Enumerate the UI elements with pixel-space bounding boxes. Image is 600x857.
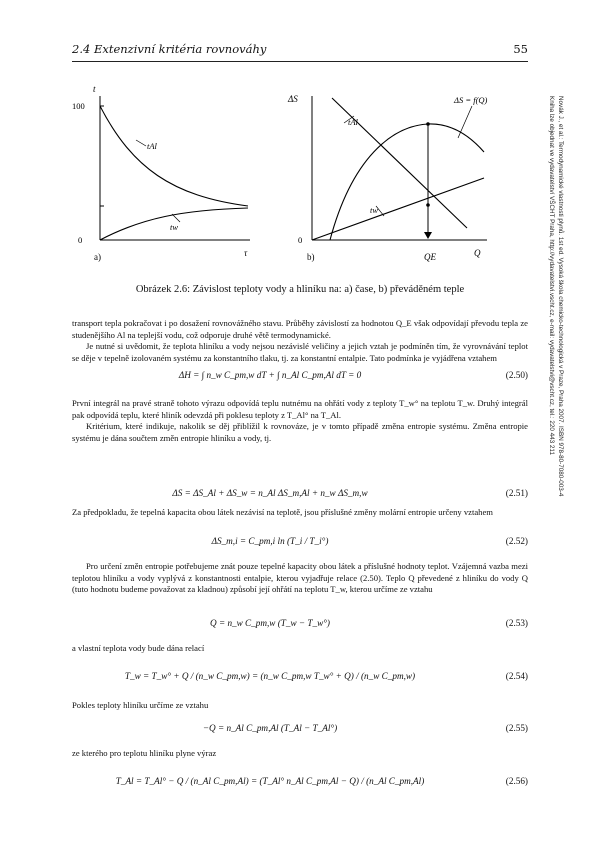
equation-2-50: ΔH = ∫ n_w C_pm,w dT + ∫ n_Al C_pm,Al dT = 0 (2.50) <box>178 370 528 380</box>
figure-caption: Obrázek 2.6: Závislost teploty vody a hliníku na: a) čase, b) převáděném teple <box>135 284 465 295</box>
side-note-line-1: Novák J., et al.: Termodynamické vlastnosti plynů. 1st ed. Vysoká škola chemicko-technologická v Praze, Praha 2007. ISBN 978-80-7080-003-4 <box>557 96 564 497</box>
paragraph-7: a vlastní teplota vody bude dána relací <box>72 643 205 653</box>
panel-b-xlabel: Q <box>474 248 481 258</box>
panel-a-xlabel: τ <box>244 248 248 258</box>
panel-a <box>72 84 250 262</box>
panel-b-y0: 0 <box>298 235 303 245</box>
paragraph-1: transport tepla pokračovat i po dosažení rovnovážného stavu. Průběhy závislostí za hodnotou Q_E však odpovídají převodu tepla ze studenějšího Al na teplejší vodu, což odporuje druhé větě termodynamické. <box>72 318 528 340</box>
equation-2-55: −Q = n_Al C_pm,Al (T_Al − T_Al°) (2.55) <box>202 723 528 733</box>
label-t-w: tw <box>170 222 179 232</box>
label-s-al: tAl <box>348 117 358 127</box>
paragraph-5: Za předpokladu, že tepelná kapacita obou látek nezávisí na teplotě, jsou příslušné změny molární entropie určeny vztahem <box>72 507 493 517</box>
paragraph-6: Pro určení změn entropie potřebujeme znát pouze tepelné kapacity obou látek a příslušné hodnoty teplot. Vzájemná vazba mezi teplotou hliníku a vody vyplývá z konstantnosti entalpie, kterou vyjadřuje relace (2.50). Teplo Q převedené z hliníku do vody Q (tuto hodnotu budeme považovat za kladnou) způsobí její ohřátí na teplotu T_w, kterou určíme ze vztahu <box>72 561 528 594</box>
panel-a-ylabel: t <box>93 84 96 94</box>
figure-2-6 <box>72 78 528 278</box>
panel-a-panel-label: a) <box>94 252 101 262</box>
panel-b-ylabel: ΔS <box>288 94 298 104</box>
panel-b <box>287 94 488 262</box>
equation-2-53: Q = n_w C_pm,w (T_w − T_w°) (2.53) <box>210 618 528 628</box>
section-title: 2.4 Extenzivní kritéria rovnováhy <box>72 42 267 56</box>
paragraph-8: Pokles teploty hliníku určíme ze vztahu <box>72 700 209 710</box>
paragraph-2: Je nutné si uvědomit, že teplota hliníku a vody nejsou nezávislé veličiny a jejich vztah je podmíněn tím, že vyrovnávání teplot se děje v tepelně izolovaném systému za konstantního tlaku, tj. za konstantní entalpie. Tato podmínka je vyjádřena vztahem <box>72 341 528 363</box>
panel-a-y0: 0 <box>78 235 83 245</box>
panel-b-qe: QE <box>424 252 436 262</box>
equation-2-54: T_w = T_w° + Q / (n_w C_pm,w) = (n_w C_pm,w T_w° + Q) / (n_w C_pm,w) (2.54) <box>124 671 528 681</box>
paragraph-9: ze kterého pro teplotu hliníku plyne výraz <box>72 748 217 758</box>
side-note-line-2: Kniha lze objednat ve vydavatelství VŠCHT Praha, http://vydavatelstvi.vscht.cz, e-mail: vydavatelstvi@vscht.cz, tel.: 220 443 211 <box>548 96 555 455</box>
t-al-curve <box>100 106 248 206</box>
paragraph-4: Kritérium, které indikuje, nakolik se děj přiblížil k rovnováze, je v tomto případě změna entropie systému. Změna entropie systému je dána součtem změn entropie hliníku a vody, tj. <box>72 421 528 443</box>
side-note <box>535 96 565 656</box>
label-t-al: tAl <box>147 141 157 151</box>
panel-a-y100: 100 <box>72 101 85 111</box>
s-w-line <box>312 178 484 240</box>
equation-2-52: ΔS_m,i = C_pm,i ln (T_i / T_i°) (2.52) <box>211 536 528 546</box>
label-s-w: tw <box>370 205 379 215</box>
equation-2-51: ΔS = ΔS_Al + ΔS_w = n_Al ΔS_m,Al + n_w ΔS_m,w (2.51) <box>172 488 528 498</box>
paragraph-3: První integrál na pravé straně tohoto výrazu odpovídá teplu nutnému na ohřátí vody z teploty T_w° na teplotu T_w. Druhý integrál pak odpovídá teplu, které hliník odevzdá při poklesu teploty z T_Al° na T_Al. <box>72 398 528 420</box>
page-number: 55 <box>513 42 528 56</box>
label-f: ΔS = f(Q) <box>454 95 488 105</box>
panel-b-panel-label: b) <box>307 252 315 262</box>
equation-2-56: T_Al = T_Al° − Q / (n_Al C_pm,Al) = (T_Al° n_Al C_pm,Al − Q) / (n_Al C_pm,Al) (2.56) <box>115 776 528 786</box>
page-header <box>72 42 528 58</box>
header-rule <box>72 61 528 62</box>
